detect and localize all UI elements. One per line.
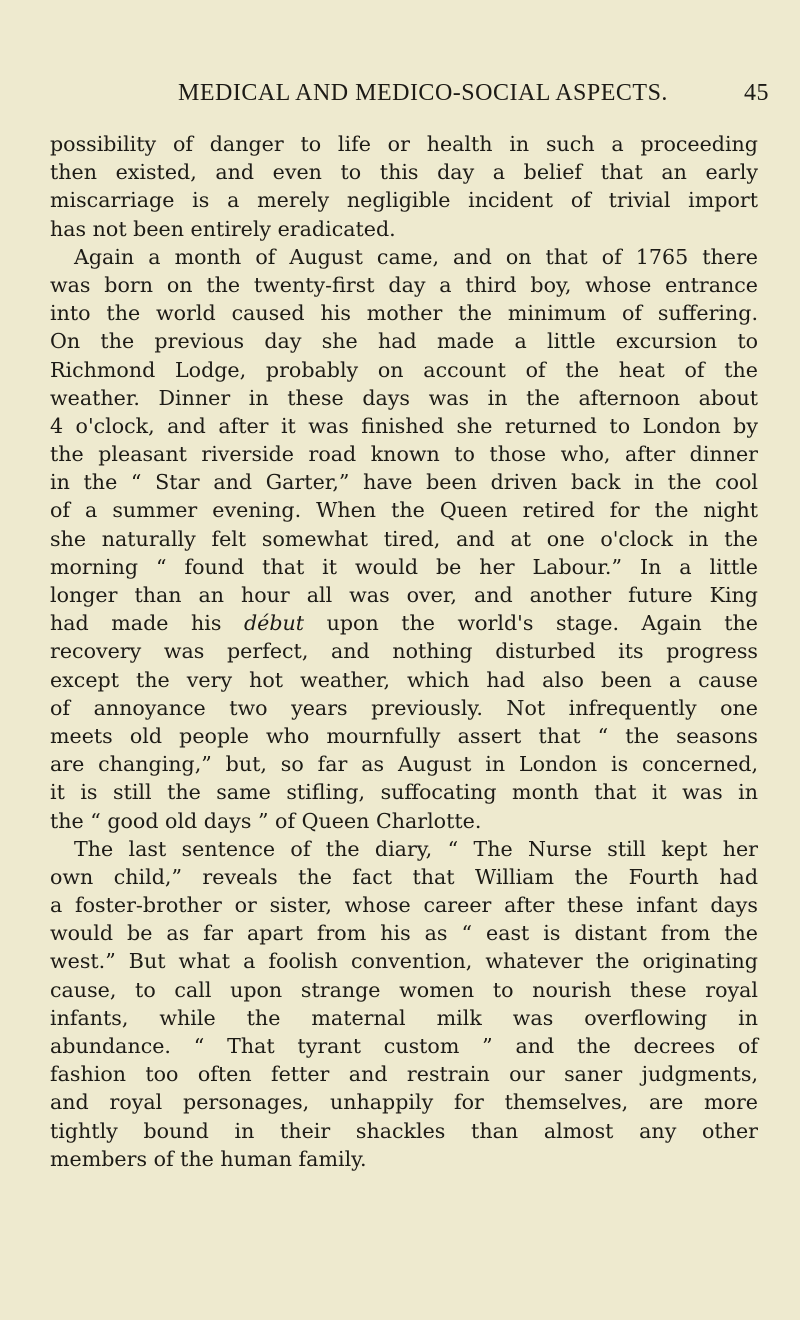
text-line: infants, while the maternal milk was overflowing in (50, 1005, 758, 1030)
text-line: Richmond Lodge, probably on account of the heat of the (50, 357, 758, 382)
text-line: the “ good old days ” of Queen Charlotte. (50, 808, 482, 833)
text-line: in the “ Star and Garter,” have been driven back in the cool (50, 470, 758, 495)
running-title: MEDICAL AND MEDICO-SOCIAL ASPECTS. (178, 80, 668, 106)
page-number: 45 (744, 80, 769, 106)
text-line: possibility of danger to life or health in such a proceeding (50, 132, 758, 156)
text-line: the pleasant riverside road known to those who, after dinner (50, 442, 758, 467)
text-line: a foster-brother or sister, whose career after these infant days (50, 893, 758, 918)
text-line: then existed, and even to this day a belief that an early (50, 160, 758, 185)
text-line: meets old people who mournfully assert that “ the seasons (50, 723, 758, 748)
text-line: it is still the same stifling, suffocating month that it was in (50, 780, 758, 805)
text-line: would be as far apart from his as “ east is distant from the (50, 921, 758, 946)
text-line: west.” But what a foolish convention, whatever the originating (50, 949, 758, 974)
paragraph-1 (50, 130, 758, 243)
text-line: fashion too often fetter and restrain our saner judgments, (50, 1062, 758, 1087)
text-line: abundance. “ That tyrant custom ” and the decrees of (50, 1034, 758, 1058)
text-line: cause, to call upon strange women to nourish these royal (50, 977, 758, 1002)
text-line: On the previous day she had made a little excursion to (50, 329, 758, 354)
text-line: and royal personages, unhappily for themselves, are more (50, 1090, 758, 1115)
body-text (50, 130, 758, 1173)
text-line: tightly bound in their shackles than almost any other (50, 1118, 758, 1143)
text-line: except the very hot weather, which had also been a cause (50, 667, 758, 692)
text-line: miscarriage is a merely negligible incident of trivial import (50, 188, 758, 213)
text-line: Again a month of August came, and on that of 1765 there (74, 244, 758, 269)
text-line: has not been entirely eradicated. (50, 216, 396, 241)
text-line: 4 o'clock, and after it was finished she returned to London by (50, 413, 758, 438)
text-line: she naturally felt somewhat tired, and at one o'clock in the (50, 526, 758, 551)
text-line: own child,” reveals the fact that William the Fourth had (50, 864, 758, 889)
paragraph-3 (50, 835, 758, 1173)
text-line: of a summer evening. When the Queen retired for the night (50, 498, 758, 523)
text-line: The last sentence of the diary, “ The Nurse still kept her (74, 836, 758, 861)
text-line: was born on the twenty-first day a third boy, whose entrance (50, 272, 758, 297)
text-line: morning “ found that it would be her Labour.” In a little (50, 554, 758, 579)
text-line: of annoyance two years previously. Not infrequently one (50, 695, 758, 720)
paragraph-2 (50, 243, 758, 835)
text-line: had made his début upon the world's stage. Again the (50, 611, 758, 636)
text-line: longer than an hour all was over, and another future King (50, 583, 758, 607)
text-line: into the world caused his mother the minimum of suffering. (50, 301, 758, 326)
text-line: members of the human family. (50, 1146, 367, 1171)
text-line: are changing,” but, so far as August in London is concerned, (50, 752, 758, 777)
text-line: weather. Dinner in these days was in the afternoon about (50, 385, 758, 410)
text-line: recovery was perfect, and nothing disturbed its progress (50, 639, 758, 664)
